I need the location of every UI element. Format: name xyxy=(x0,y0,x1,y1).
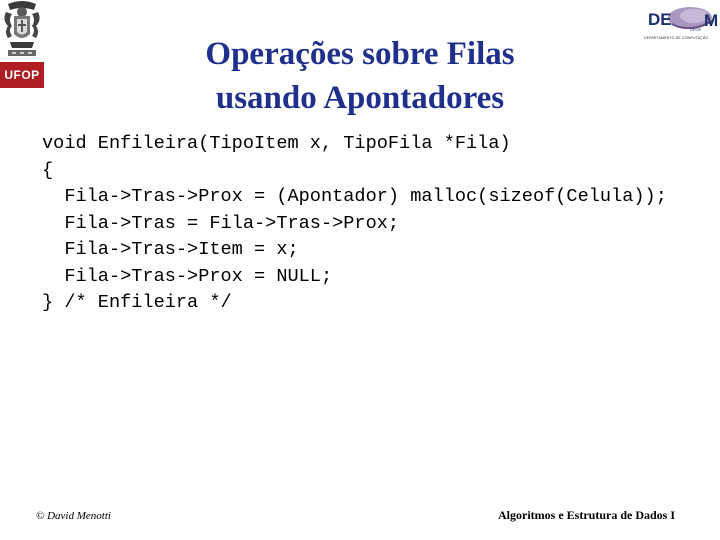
ufop-crest-icon xyxy=(2,0,42,60)
slide-title-line-2: usando Apontadores xyxy=(215,80,505,116)
svg-text:UFOP: UFOP xyxy=(690,27,702,32)
ufop-label: UFOP xyxy=(0,62,44,88)
code-line: Fila->Tras->Prox = (Apontador) malloc(sizeof(Celula)); xyxy=(42,186,667,207)
decom-subtitle: DEPARTAMENTO DE COMPUTAÇÃO xyxy=(644,36,709,40)
ufop-logo xyxy=(0,0,44,90)
slide-title-line-1: Operações sobre Filas xyxy=(205,36,515,72)
footer-course: Algoritmos e Estrutura de Dados I xyxy=(498,508,675,522)
code-line: { xyxy=(42,159,54,181)
decom-label: DE xyxy=(648,10,672,29)
code-line: void Enfileira(TipoItem x, TipoFila *Fila) xyxy=(42,133,511,154)
decom-logo xyxy=(644,4,720,46)
code-line: Fila->Tras->Item = x; xyxy=(42,239,299,260)
code-line: Fila->Tras->Prox = NULL; xyxy=(42,265,333,287)
code-line: } /* Enfileira */ xyxy=(42,292,232,313)
code-line: Fila->Tras = Fila->Tras->Prox; xyxy=(42,212,400,234)
slide-title xyxy=(120,32,600,120)
svg-text:M: M xyxy=(704,11,719,30)
code-block xyxy=(42,131,667,317)
footer-author: © David Menotti xyxy=(36,510,111,522)
